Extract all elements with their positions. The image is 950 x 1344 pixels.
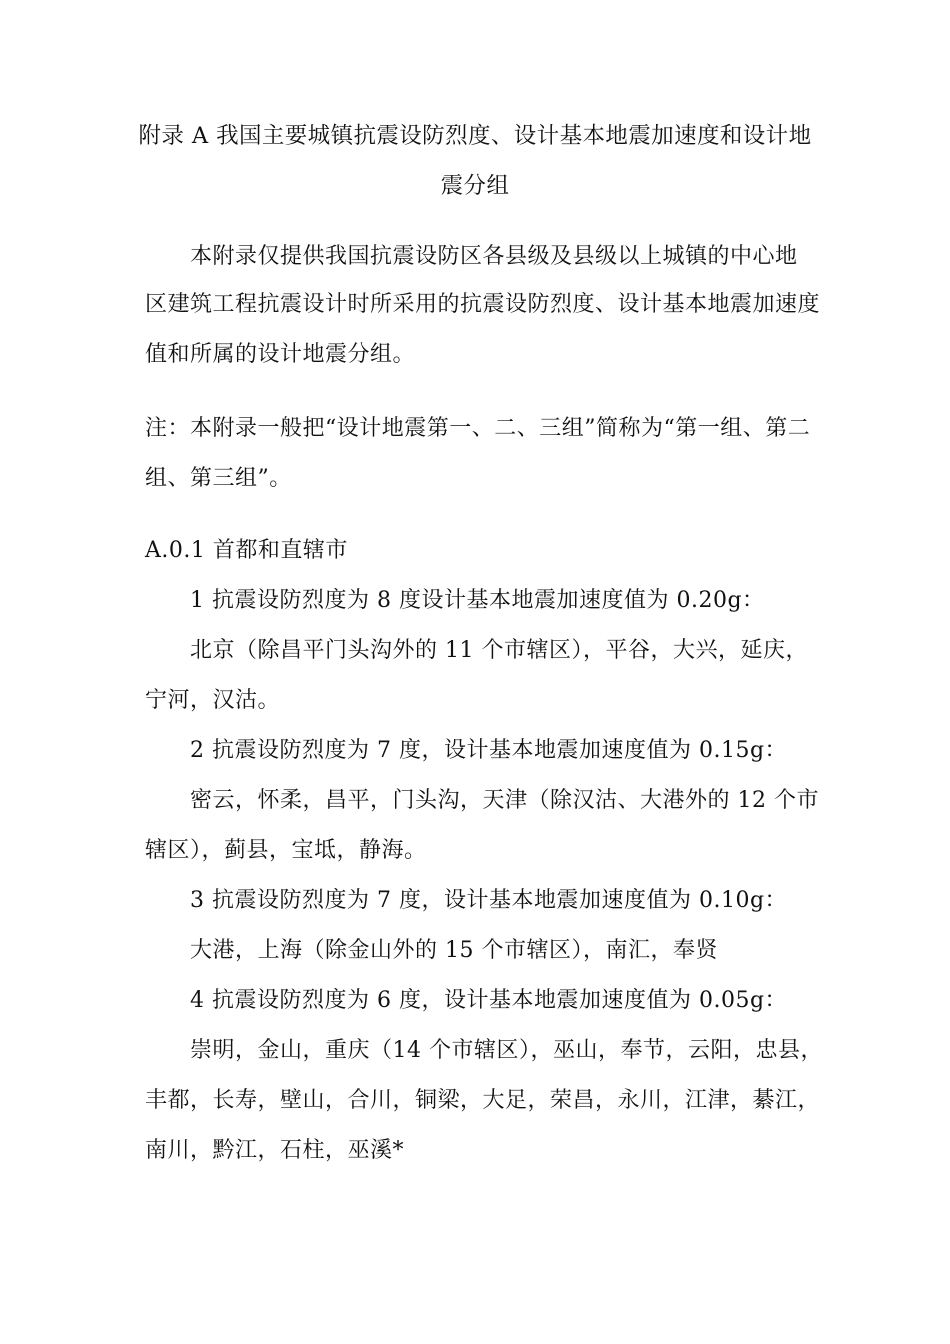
item-2-body-line-2: 辖区），蓟县，宝坻，静海。 <box>145 838 427 863</box>
appendix-title-line-2: 震分组 <box>440 173 510 199</box>
intro-line-1: 本附录仅提供我国抗震设防区各县级及县级以上城镇的中心地 <box>190 244 798 269</box>
item-3-heading: 3 抗震设防烈度为 7 度，设计基本地震加速度值为 0.10g： <box>190 888 788 913</box>
item-4-body-line-2: 丰都，长寿，壁山，合川，铜梁，大足，荣昌，永川，江津，綦江， <box>145 1088 821 1113</box>
item-2-body-line-1: 密云，怀柔，昌平，门头沟，天津（除汉沽、大港外的 12 个市 <box>190 788 819 813</box>
item-1-body-line-1: 北京（除昌平门头沟外的 11 个市辖区），平谷，大兴，延庆， <box>190 638 808 663</box>
item-1-heading: 1 抗震设防烈度为 8 度设计基本地震加速度值为 0.20g： <box>190 588 765 613</box>
item-2-heading: 2 抗震设防烈度为 7 度，设计基本地震加速度值为 0.15g： <box>190 738 788 763</box>
note-line-2: 组、第三组”。 <box>145 466 292 491</box>
section-heading: A.0.1 首都和直辖市 <box>145 538 348 563</box>
intro-line-2: 区建筑工程抗震设计时所采用的抗震设防烈度、设计基本地震加速度 <box>145 292 821 317</box>
item-4-heading: 4 抗震设防烈度为 6 度，设计基本地震加速度值为 0.05g： <box>190 988 788 1013</box>
appendix-title-line-1: 附录 A 我国主要城镇抗震设防烈度、设计基本地震加速度和设计地 <box>138 123 812 149</box>
note-line-1: 注：本附录一般把“设计地震第一、二、三组”简称为“第一组、第二 <box>145 416 811 441</box>
intro-line-3: 值和所属的设计地震分组。 <box>145 342 416 367</box>
item-4-body-line-3: 南川，黔江，石柱，巫溪* <box>145 1138 405 1163</box>
item-1-body-line-2: 宁河，汉沽。 <box>145 688 281 713</box>
item-4-body-line-1: 崇明，金山，重庆（14 个市辖区），巫山，奉节，云阳，忠县， <box>190 1038 823 1063</box>
item-3-body-line-1: 大港，上海（除金山外的 15 个市辖区），南汇，奉贤 <box>190 938 718 963</box>
